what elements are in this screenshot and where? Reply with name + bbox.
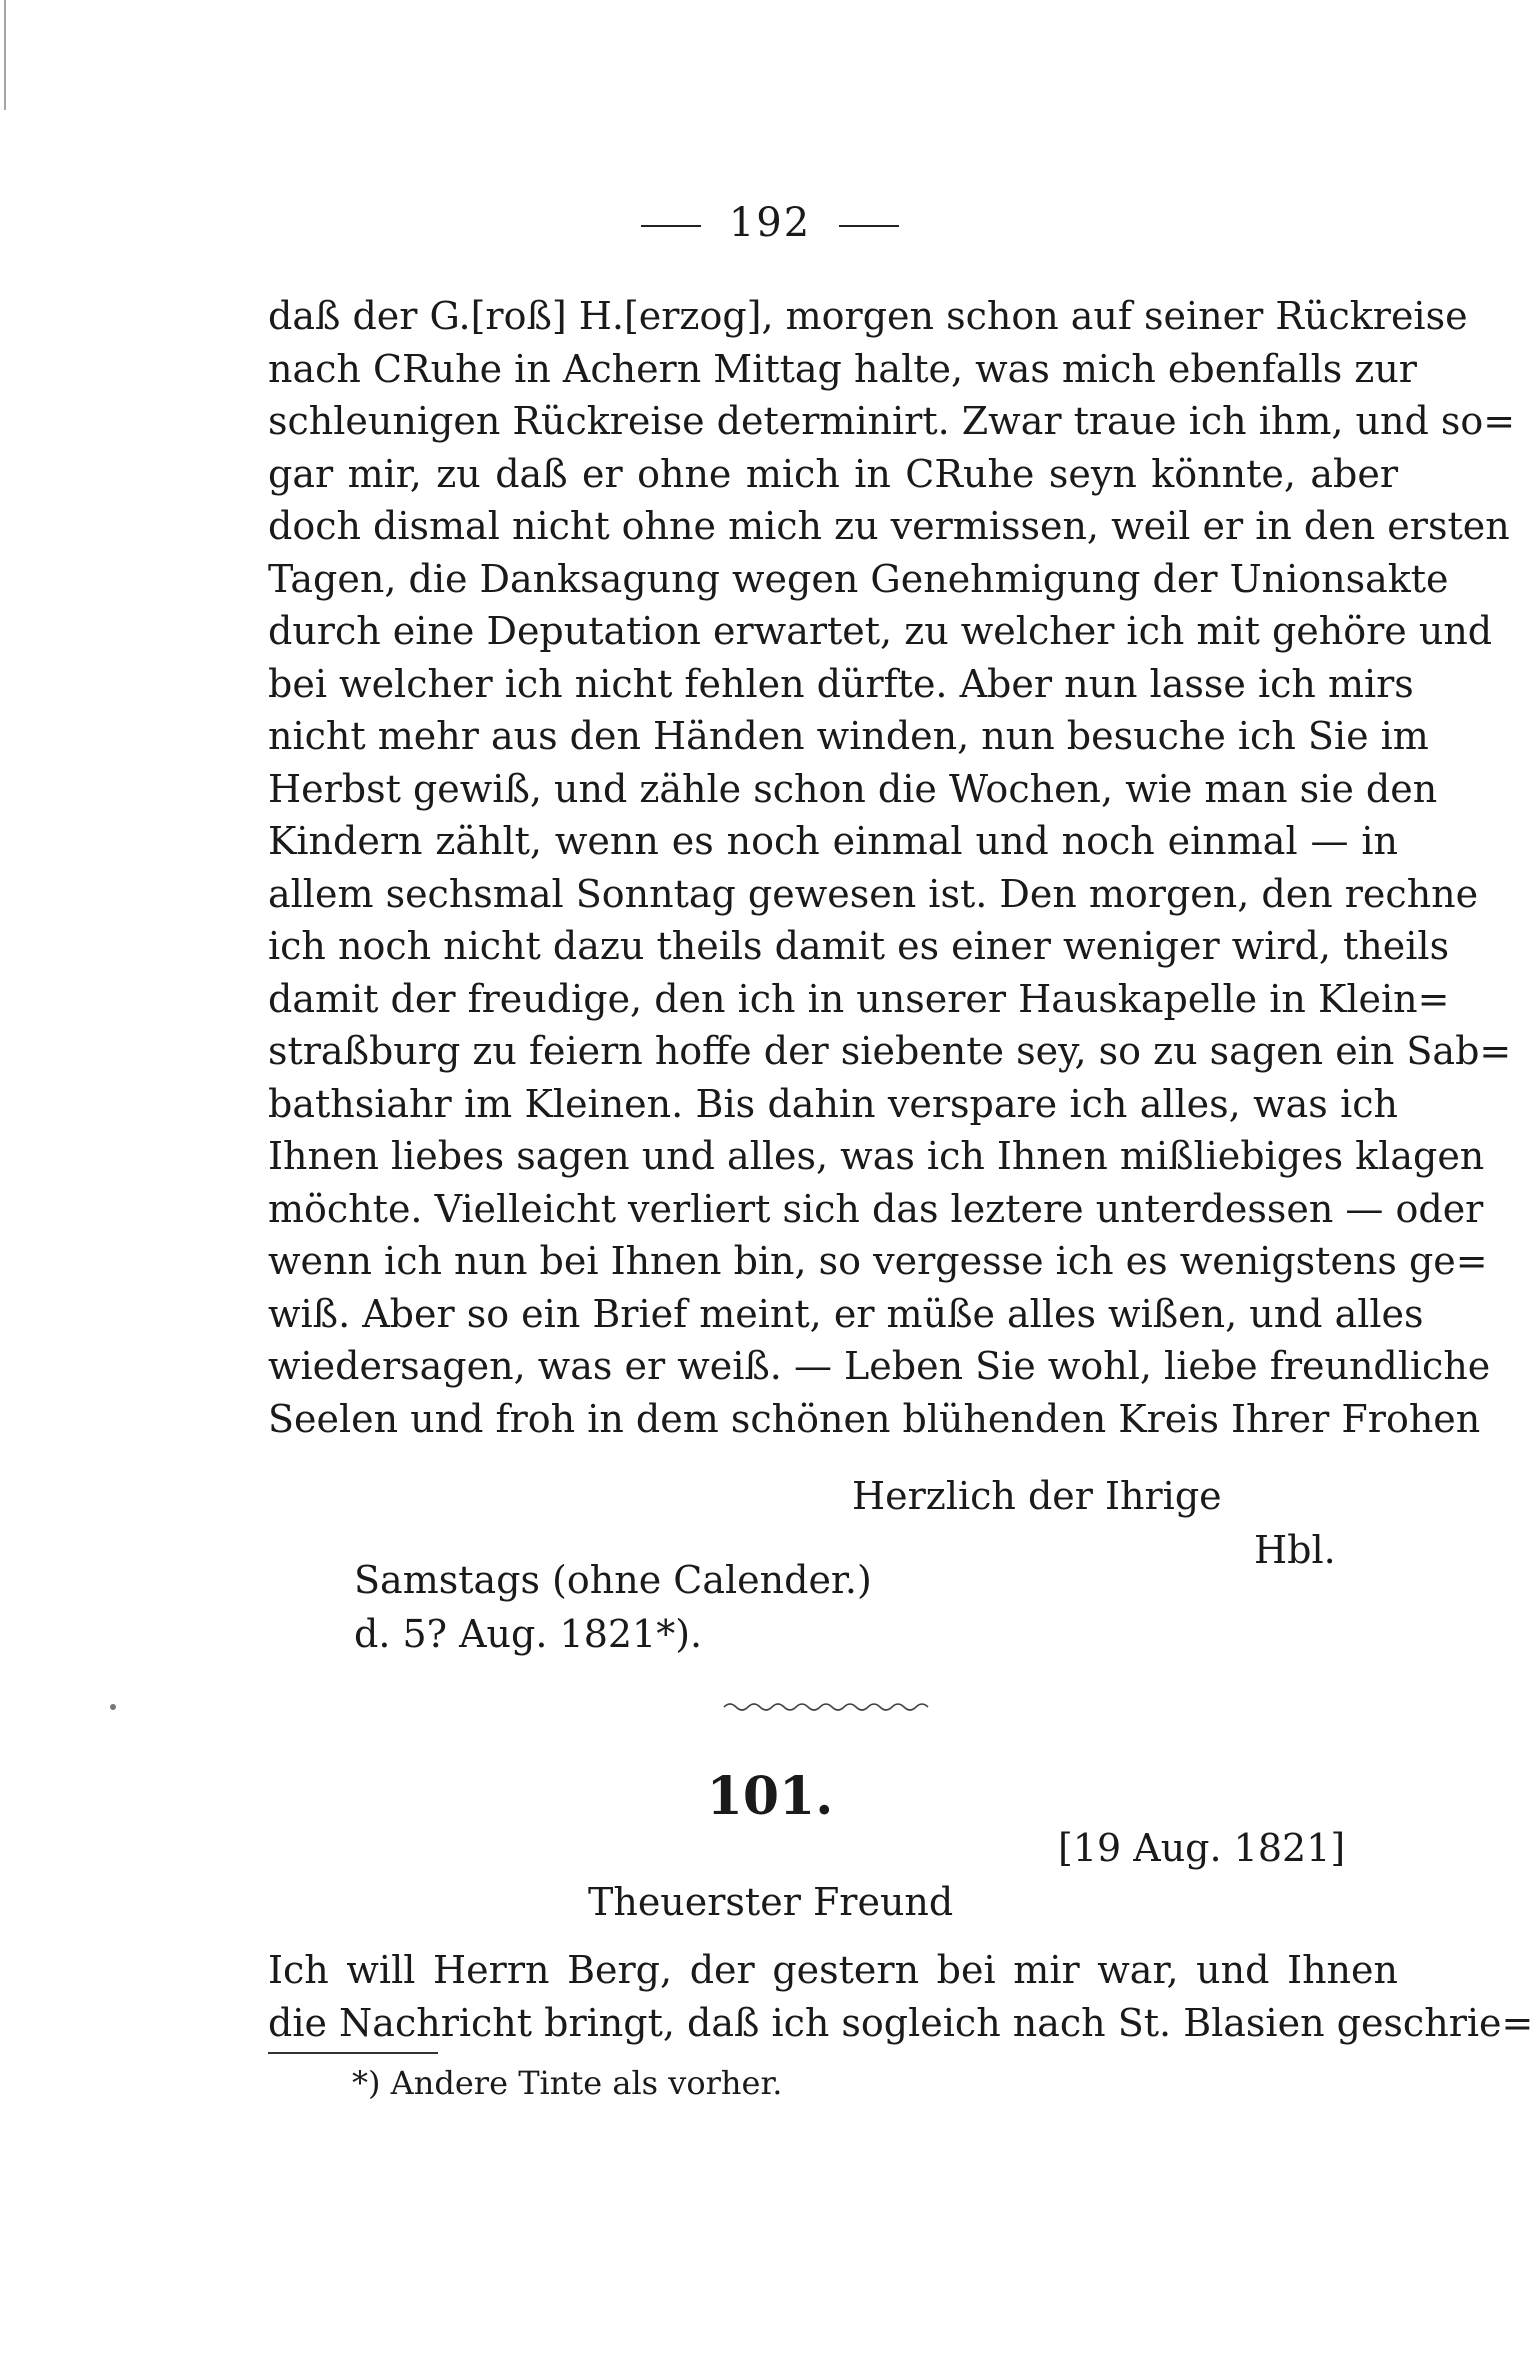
dateline-day: Samstags (ohne Calender.) (354, 1558, 872, 1602)
text-line: daß der G.[roß] H.[erzog], morgen schon auf seiner Rückreise (268, 294, 1468, 338)
text-line: allem sechsmal Sonntag gewesen ist. Den morgen, den rechne (268, 871, 1479, 916)
text-line: Herbst gewiß, und zähle schon die Wochen, wie man sie den (268, 766, 1438, 811)
page-header (0, 200, 1540, 246)
letter-body (268, 1944, 1534, 2049)
footnote-rule (268, 2052, 438, 2054)
page-number: 192 (728, 200, 812, 246)
letter-date: [19 Aug. 1821] (1058, 1826, 1346, 1870)
text-line: die Nachricht bringt, daß ich sogleich nach St. Blasien geschrie= (268, 2000, 1534, 2045)
text-line: Tagen, die Danksagung wegen Genehmigung der Unionsakte (268, 556, 1449, 601)
header-dash-right (839, 225, 899, 227)
text-line: gar mir, zu daß er ohne mich in CRuhe seyn könnte, aber (268, 451, 1398, 496)
text-line: durch eine Deputation erwartet, zu welcher ich mit gehöre und (268, 609, 1493, 653)
page-edge-mark (4, 0, 6, 110)
letter-body-continued (268, 290, 1516, 1445)
text-line: Kindern zählt, wenn es noch einmal und noch einmal — in (268, 819, 1398, 863)
footnote: *) Andere Tinte als vorher. (352, 2064, 783, 2102)
text-line: wiß. Aber so ein Brief meint, er müße alles wißen, und alles (268, 1291, 1424, 1336)
text-line: bathsiahr im Kleinen. Bis dahin verspare ich alles, was ich (268, 1081, 1398, 1126)
letter-number: 101. (706, 1766, 834, 1827)
text-line: straßburg zu feiern hoffe der siebente sey, so zu sagen ein Sab= (268, 1029, 1512, 1073)
text-line: schleunigen Rückreise determinirt. Zwar traue ich ihm, und so= (268, 399, 1516, 443)
text-line: wiedersagen, was er weiß. — Leben Sie wohl, liebe freundliche (268, 1344, 1491, 1388)
text-line: bei welcher ich nicht fehlen dürfte. Aber nun lasse ich mirs (268, 661, 1414, 706)
text-line: damit der freudige, den ich in unserer Hauskapelle in Klein= (268, 976, 1450, 1021)
text-line: möchte. Vielleicht verliert sich das leztere unterdessen — oder (268, 1186, 1484, 1231)
section-divider-ornament (722, 1700, 934, 1714)
text-line: ich noch nicht dazu theils damit es einer weniger wird, theils (268, 924, 1450, 968)
signature-initials: Hbl. (1254, 1528, 1336, 1572)
header-dash-left (641, 225, 701, 227)
text-line: nicht mehr aus den Händen winden, nun besuche ich Sie im (268, 714, 1429, 758)
text-line: Seelen und froh in dem schönen blühenden Kreis Ihrer Frohen (268, 1396, 1481, 1441)
letter-salutation: Theuerster Freund (588, 1880, 954, 1924)
text-line: Ihnen liebes sagen und alles, was ich Ihnen mißliebiges klagen (268, 1134, 1485, 1178)
text-line: wenn ich nun bei Ihnen bin, so vergesse ich es wenigstens ge= (268, 1239, 1488, 1283)
text-line: doch dismal nicht ohne mich zu vermissen, weil er in den ersten (268, 504, 1510, 548)
text-line: Ich will Herrn Berg, der gestern bei mir war, und Ihnen (268, 1948, 1398, 1992)
margin-dot (110, 1704, 116, 1710)
dateline-date: d. 5? Aug. 1821*). (354, 1612, 703, 1656)
signoff: Herzlich der Ihrige (852, 1474, 1222, 1518)
text-line: nach CRuhe in Achern Mittag halte, was mich ebenfalls zur (268, 346, 1417, 391)
